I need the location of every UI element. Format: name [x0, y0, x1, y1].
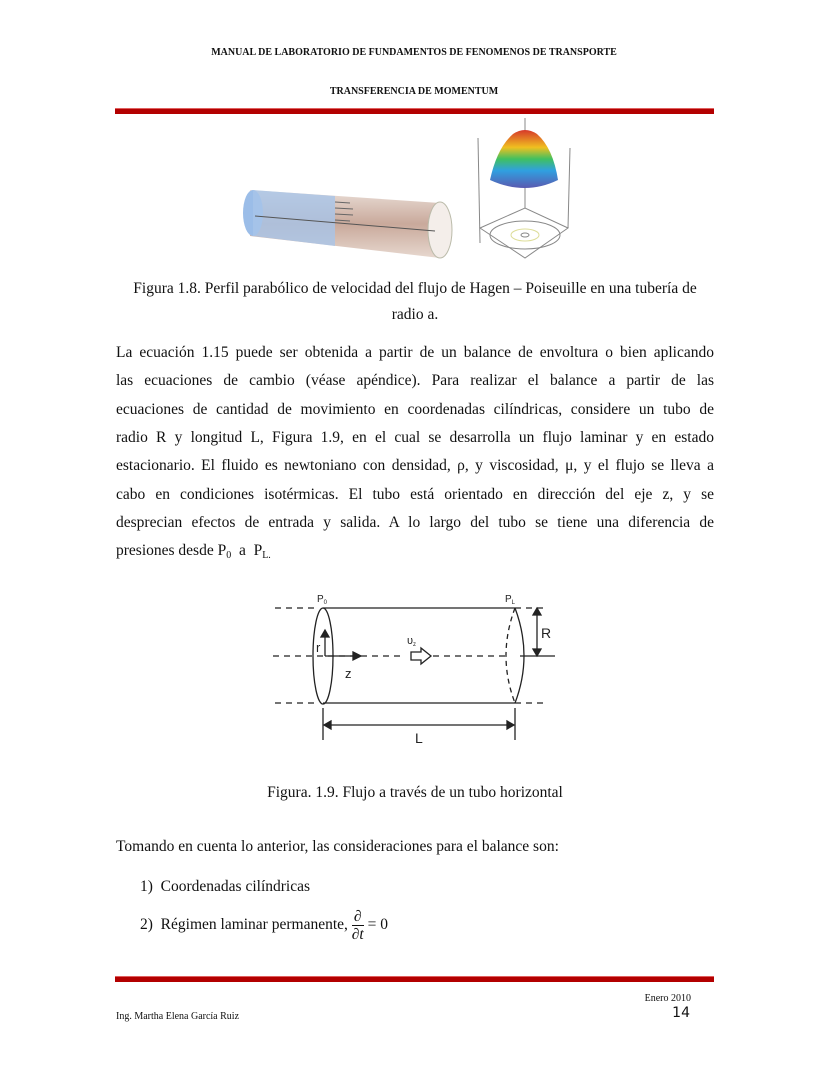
list-number: 2) [140, 916, 153, 934]
frac-denominator: ∂t [351, 926, 364, 943]
subscript: 0 [226, 550, 232, 561]
svg-text:PL [505, 594, 516, 606]
label-pl-sub: L [511, 600, 516, 606]
label-R: R [541, 625, 552, 641]
header-rule [115, 108, 714, 114]
considerations-intro: Tomando en cuenta lo anterior, las consideraciones para el balance son: [116, 838, 559, 855]
list-item-1 [140, 878, 310, 896]
paragraph-last-line [116, 542, 714, 570]
list-number: 1) [140, 878, 153, 895]
text: presiones desde P [116, 542, 227, 559]
figure-1-9-caption: Figura. 1.9. Flujo a través de un tubo horizontal [267, 784, 563, 801]
label-pl: P [505, 594, 512, 605]
footer-date: Enero 2010 [644, 993, 691, 1004]
paragraph-line: cabo en condiciones isotérmicas. El tubo está orientado en dirección del eje z, y se [116, 486, 714, 503]
document-header-title: MANUAL DE LABORATORIO DE FUNDAMENTOS DE FENOMENOS DE TRANSPORTE [211, 47, 617, 58]
list-text: Coordenadas cilíndricas [160, 878, 311, 895]
label-p0-sub: 0 [323, 600, 328, 606]
frac-numerator: ∂ [352, 908, 364, 926]
list-item-2 [140, 908, 388, 943]
footer-rule [115, 976, 714, 982]
page-number: 14 [672, 1005, 690, 1021]
svg-text:P0 [317, 594, 328, 606]
label-z: z [345, 666, 352, 681]
paragraph-line: ecuaciones de cantidad de movimiento en coordenadas cilíndricas, considere un tubo de [116, 401, 714, 418]
document-header-subtitle: TRANSFERENCIA DE MOMENTUM [329, 86, 499, 97]
figure-1-8-image [235, 118, 595, 268]
list-text: Régimen laminar permanente, [160, 916, 352, 934]
equation-rhs: = 0 [363, 916, 388, 934]
paragraph-line: La ecuación 1.15 puede ser obtenida a partir de un balance de envoltura o bien aplicando [116, 344, 714, 361]
figure-1-9-tube-diagram [265, 588, 560, 748]
figure-1-8-caption-line2: radio a. [391, 306, 439, 323]
label-p0: P [317, 594, 324, 605]
paragraph-line: radio R y longitud L, Figura 1.9, en el cual se desarrolla un flujo laminar y en estado [116, 429, 714, 446]
footer-author: Ing. Martha Elena García Ruiz [116, 1011, 240, 1022]
figure-1-8-caption-line1: Figura 1.8. Perfil parabólico de velocidad del flujo de Hagen – Poiseuille en una tubería de [133, 280, 697, 297]
paraboloid-drawing [478, 118, 570, 258]
label-vz-sub: z [413, 642, 417, 648]
paragraph-line: las ecuaciones de cambio (véase apéndice). Para realizar el balance a partir de las [116, 372, 714, 389]
subscript: L. [262, 550, 271, 561]
label-r: r [316, 640, 321, 655]
partial-derivative [352, 908, 364, 943]
svg-text:υz [407, 635, 416, 648]
pipe-drawing [243, 190, 452, 258]
label-vz: υ [407, 635, 414, 647]
label-L: L [415, 730, 423, 746]
paragraph-line: desprecian efectos de entrada y salida. A lo largo del tubo se tiene una diferencia de [116, 514, 714, 531]
text: a P [231, 542, 263, 559]
paragraph-line: estacionario. El fluido es newtoniano con densidad, ρ, y viscosidad, μ, y el flujo se lleva a [116, 457, 714, 474]
